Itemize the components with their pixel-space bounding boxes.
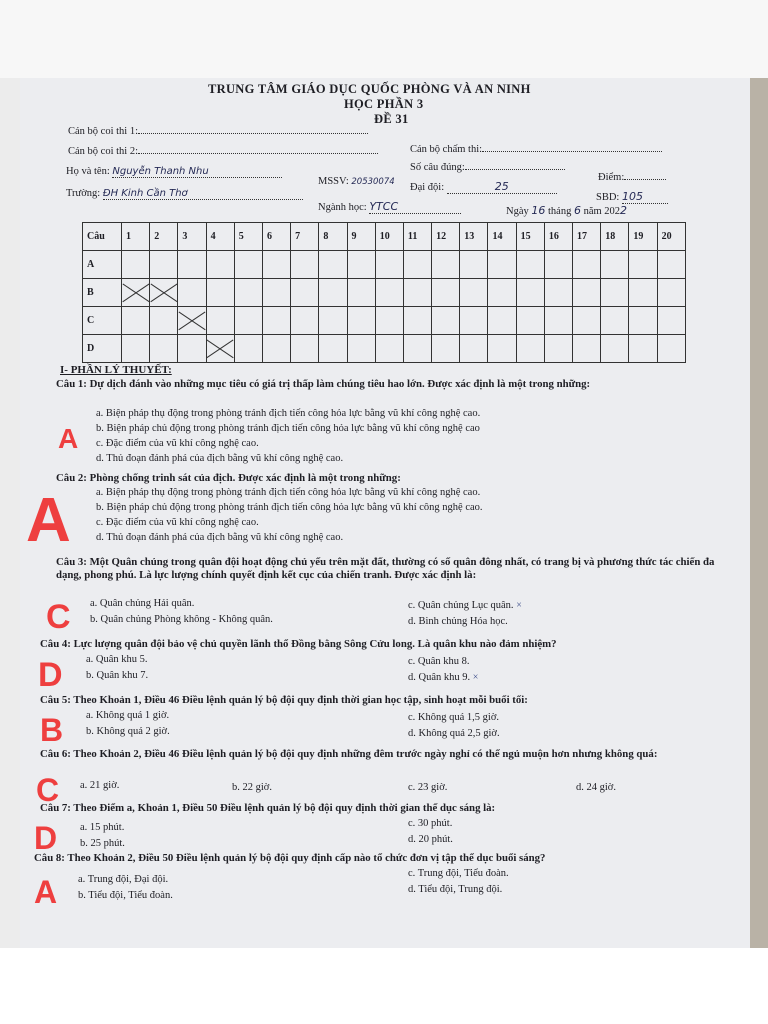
grid-cell-marked[interactable] — [178, 307, 206, 335]
grid-cell[interactable] — [375, 279, 403, 307]
month-label: tháng — [548, 206, 572, 217]
grid-cell[interactable] — [262, 335, 290, 363]
school-label: Trường: — [66, 188, 101, 199]
q3-option-a: a. Quân chủng Hải quân. — [90, 598, 195, 609]
background-bottom — [0, 948, 768, 1024]
grid-col-11: 11 — [403, 223, 431, 251]
grid-cell[interactable] — [178, 279, 206, 307]
grid-cell-marked[interactable] — [150, 279, 178, 307]
grid-cell[interactable] — [291, 279, 319, 307]
q7-option-d: d. 20 phút. — [408, 834, 453, 845]
grid-cell[interactable] — [291, 251, 319, 279]
grid-cell[interactable] — [403, 279, 431, 307]
q8-answer-note: A — [34, 874, 58, 910]
q3-answer-note: C — [46, 598, 71, 636]
grid-cell[interactable] — [488, 279, 516, 307]
q6-option-a: a. 21 giờ. — [80, 780, 120, 791]
grid-cell[interactable] — [375, 251, 403, 279]
grid-cell[interactable] — [122, 335, 150, 363]
grid-cell[interactable] — [234, 335, 262, 363]
correct-count-field — [410, 162, 565, 173]
date-label: Ngày — [506, 206, 529, 217]
grid-col-6: 6 — [262, 223, 290, 251]
grid-cell[interactable] — [150, 307, 178, 335]
proctor2-label: Cán bộ coi thi 2: — [68, 146, 138, 157]
grid-col-17: 17 — [573, 223, 601, 251]
grid-cell[interactable] — [601, 335, 629, 363]
q3-option-d: d. Binh chủng Hóa học. — [408, 616, 508, 627]
q7-option-c: c. 30 phút. — [408, 818, 453, 829]
q6-answer-note: C — [36, 772, 60, 808]
background-left — [0, 78, 20, 948]
major-value: YTCC — [369, 200, 461, 214]
unit-field — [410, 180, 557, 194]
grid-cell[interactable] — [319, 251, 347, 279]
mssv-value: 20530074 — [351, 177, 395, 187]
q8-option-d: d. Tiểu đội, Trung đội. — [408, 884, 503, 895]
section-title: I- PHẦN LÝ THUYẾT: — [60, 364, 172, 376]
grid-cell[interactable] — [516, 335, 544, 363]
question-8: Câu 8: Theo Khoản 2, Điều 50 Điều lệnh quản lý bộ đội quy định cấp nào tổ chức đơn vị tập thể dục buổi sáng? — [34, 852, 546, 864]
grid-cell[interactable] — [601, 307, 629, 335]
proctor2-field — [68, 146, 378, 157]
q4-option-c: c. Quân khu 8. — [408, 656, 470, 667]
grid-cell[interactable] — [403, 335, 431, 363]
grid-cell[interactable] — [375, 307, 403, 335]
year-digit: 2 — [620, 204, 628, 217]
q2-option-c: c. Đặc điểm của vũ khí công nghệ cao. — [96, 517, 259, 528]
q2-option-a: a. Biện pháp thụ động trong phòng tránh địch tiến công hỏa lực bằng vũ khí công nghệ cao. — [96, 487, 481, 498]
date-field — [506, 204, 627, 217]
q1-option-c: c. Đặc điểm của vũ khí công nghệ cao. — [96, 438, 259, 449]
fullname-label: Họ và tên: — [66, 166, 110, 177]
q1-option-b: b. Biện pháp chủ động trong phòng tránh địch tiến công hỏa lực bằng vũ khí công nghệ cao — [96, 423, 480, 434]
sbd-label: SBD: — [596, 192, 620, 203]
grid-col-15: 15 — [516, 223, 544, 251]
grid-cell[interactable] — [629, 279, 657, 307]
grid-row-B: B — [83, 279, 122, 307]
q3-option-c — [408, 600, 522, 611]
grid-cell[interactable] — [178, 251, 206, 279]
question-6: Câu 6: Theo Khoản 2, Điều 46 Điều lệnh quản lý bộ đội quy định những đêm trước ngày nghỉ có thể ngủ muộn hơn nhưng không quá: — [40, 748, 658, 760]
center-name: TRUNG TÂM GIÁO DỤC QUỐC PHÒNG VÀ AN NINH — [208, 82, 531, 96]
month-value: 6 — [573, 204, 581, 217]
grid-cell[interactable] — [544, 279, 572, 307]
grid-col-1: 1 — [122, 223, 150, 251]
grid-cell[interactable] — [460, 307, 488, 335]
grid-cell[interactable] — [516, 251, 544, 279]
grid-col-5: 5 — [234, 223, 262, 251]
q2-answer-note: A — [26, 486, 71, 555]
grid-cell[interactable] — [347, 279, 375, 307]
grid-cell[interactable] — [319, 335, 347, 363]
q8-option-c: c. Trung đội, Tiểu đoàn. — [408, 868, 509, 879]
grid-cell[interactable] — [432, 335, 460, 363]
grader-field — [410, 144, 662, 155]
grid-cell[interactable] — [544, 251, 572, 279]
grid-cell[interactable] — [234, 279, 262, 307]
fullname-value: Nguyễn Thanh Nhu — [112, 166, 282, 178]
q5-option-d: d. Không quá 2,5 giờ. — [408, 728, 500, 739]
grid-col-10: 10 — [375, 223, 403, 251]
q3-pen-mark: × — [516, 600, 522, 611]
grid-cell[interactable] — [319, 307, 347, 335]
q5-option-c: c. Không quá 1,5 giờ. — [408, 712, 499, 723]
background-top — [0, 0, 768, 78]
q3-option-c-text: c. Quân chủng Lục quân. — [408, 600, 514, 611]
grid-cell[interactable] — [460, 251, 488, 279]
q8-option-a: a. Trung đội, Đại đội. — [78, 874, 169, 885]
q6-option-b: b. 22 giờ. — [232, 782, 272, 793]
major-field — [318, 200, 461, 214]
grid-cell[interactable] — [150, 251, 178, 279]
proctor1-label: Cán bộ coi thi 1: — [68, 126, 138, 137]
grid-cell[interactable] — [516, 307, 544, 335]
grid-cell[interactable] — [347, 307, 375, 335]
grid-col-2: 2 — [150, 223, 178, 251]
question-7: Câu 7: Theo Điểm a, Khoản 1, Điều 50 Điều lệnh quản lý bộ đội quy định thời gian thể dục sáng là: — [40, 802, 496, 814]
grid-col-16: 16 — [544, 223, 572, 251]
grid-cell[interactable] — [488, 307, 516, 335]
question-3: Câu 3: Một Quân chủng trong quân đội hoạt động chủ yếu trên mặt đất, thường có số quân đông nhất, có trang bị và phương thức tác chiến đa dạng, phong phú. Là lực lượng chính quyết định kết cục của chiến tranh. Được xác định là: — [56, 556, 715, 581]
question-4: Câu 4: Lực lượng quân đội bảo vệ chủ quyền lãnh thổ Đồng bằng Sông Cửu long. Là quân khu nào đảm nhiệm? — [40, 638, 557, 650]
grid-cell[interactable] — [657, 279, 685, 307]
grid-col-12: 12 — [432, 223, 460, 251]
grid-col-13: 13 — [460, 223, 488, 251]
question-1: Câu 1: Dự dịch đánh vào những mục tiêu có giá trị thấp làm chúng tiêu hao lớn. Được xác định là một trong những: — [56, 378, 591, 390]
module-title: HỌC PHẦN 3 — [344, 97, 424, 111]
grid-cell[interactable] — [403, 251, 431, 279]
sbd-field — [596, 190, 668, 204]
grid-cell-marked[interactable] — [122, 279, 150, 307]
question-5: Câu 5: Theo Khoản 1, Điều 46 Điều lệnh quản lý bộ đội quy định thời gian học tập, sinh hoạt mỗi buổi tối: — [40, 694, 528, 706]
q5-option-b: b. Không quá 2 giờ. — [86, 726, 170, 737]
year-label: năm 202 — [583, 206, 621, 217]
grid-row-D: D — [83, 335, 122, 363]
unit-value: 25 — [447, 180, 557, 194]
fullname-field — [66, 166, 282, 178]
grid-cell[interactable] — [178, 335, 206, 363]
grid-cell[interactable] — [488, 251, 516, 279]
grid-cell[interactable] — [262, 279, 290, 307]
grid-cell[interactable] — [291, 307, 319, 335]
school-value: ĐH Kinh Cần Thơ — [103, 188, 303, 200]
grid-cell[interactable] — [234, 307, 262, 335]
grid-cell[interactable] — [375, 335, 403, 363]
sbd-value: 105 — [622, 190, 668, 204]
q1-option-d: d. Thủ đoạn đánh phá của địch bằng vũ khí công nghệ cao. — [96, 453, 344, 464]
grid-col-8: 8 — [319, 223, 347, 251]
grid-col-4: 4 — [206, 223, 234, 251]
grid-cell[interactable] — [629, 307, 657, 335]
grid-cell[interactable] — [432, 279, 460, 307]
q2-option-d: d. Thủ đoạn đánh phá của địch bằng vũ khí công nghệ cao. — [96, 532, 344, 543]
q2-option-b: b. Biện pháp chủ động trong phòng tránh địch tiến công hỏa lực bằng vũ khí công nghệ cao. — [96, 502, 483, 513]
background-right — [750, 78, 768, 948]
grid-col-18: 18 — [601, 223, 629, 251]
grid-cell[interactable] — [432, 251, 460, 279]
q7-option-a: a. 15 phút. — [80, 822, 125, 833]
grid-cell[interactable] — [262, 307, 290, 335]
day-value: 16 — [531, 204, 546, 217]
grid-cell[interactable] — [206, 307, 234, 335]
grid-cell[interactable] — [347, 251, 375, 279]
q5-answer-note: B — [40, 712, 64, 748]
mssv-label: MSSV: — [318, 176, 349, 187]
grid-cell[interactable] — [573, 335, 601, 363]
grid-cell[interactable] — [488, 335, 516, 363]
exam-code: ĐỀ 31 — [374, 112, 409, 126]
grid-cell[interactable] — [150, 335, 178, 363]
grid-cell[interactable] — [122, 251, 150, 279]
score-field — [598, 172, 666, 183]
q4-option-d — [408, 672, 478, 683]
grid-col-20: 20 — [657, 223, 685, 251]
grid-cell[interactable] — [319, 279, 347, 307]
q4-option-b: b. Quân khu 7. — [86, 670, 149, 681]
grid-row-A: A — [83, 251, 122, 279]
grid-cell[interactable] — [544, 335, 572, 363]
q3-option-b: b. Quân chủng Phòng không - Không quân. — [90, 614, 273, 625]
q7-answer-note: D — [34, 820, 58, 856]
grid-cell[interactable] — [657, 307, 685, 335]
grid-cell[interactable] — [657, 251, 685, 279]
major-label: Ngành học: — [318, 202, 367, 213]
grid-cell[interactable] — [573, 251, 601, 279]
grid-col-7: 7 — [291, 223, 319, 251]
question-2: Câu 2: Phòng chống trinh sát của địch. Được xác định là một trong những: — [56, 472, 401, 484]
grid-header-label: Câu — [83, 223, 122, 251]
grid-cell[interactable] — [262, 251, 290, 279]
q1-answer-note: A — [58, 423, 79, 454]
grid-cell[interactable] — [122, 307, 150, 335]
q6-option-d: d. 24 giờ. — [576, 782, 616, 793]
grid-cell[interactable] — [432, 307, 460, 335]
q8-option-b: b. Tiểu đội, Tiểu đoàn. — [78, 890, 173, 901]
score-label: Điểm: — [598, 172, 625, 183]
mssv-field — [318, 176, 395, 187]
q4-option-a: a. Quân khu 5. — [86, 654, 148, 665]
grid-col-9: 9 — [347, 223, 375, 251]
q4-answer-note: D — [38, 656, 63, 694]
proctor1-field — [68, 126, 368, 137]
grid-cell[interactable] — [657, 335, 685, 363]
answer-grid — [82, 222, 686, 363]
q4-pen-mark: × — [472, 672, 479, 683]
grid-cell[interactable] — [544, 307, 572, 335]
grid-cell[interactable] — [460, 279, 488, 307]
grid-col-19: 19 — [629, 223, 657, 251]
grid-cell[interactable] — [206, 251, 234, 279]
grid-cell[interactable] — [516, 279, 544, 307]
q6-option-c: c. 23 giờ. — [408, 782, 448, 793]
grid-cell-marked[interactable] — [206, 335, 234, 363]
grid-col-14: 14 — [488, 223, 516, 251]
grid-cell[interactable] — [601, 279, 629, 307]
correct-count-label: Số câu đúng: — [410, 162, 465, 173]
grid-cell[interactable] — [629, 335, 657, 363]
grid-col-3: 3 — [178, 223, 206, 251]
grid-cell[interactable] — [573, 307, 601, 335]
grid-cell[interactable] — [206, 279, 234, 307]
q4-option-d-text: d. Quân khu 9. — [408, 672, 471, 683]
grid-cell[interactable] — [234, 251, 262, 279]
q7-option-b: b. 25 phút. — [80, 838, 125, 849]
grid-cell[interactable] — [601, 251, 629, 279]
q5-option-a: a. Không quá 1 giờ. — [86, 710, 170, 721]
grid-cell[interactable] — [291, 335, 319, 363]
grid-cell[interactable] — [460, 335, 488, 363]
grid-cell[interactable] — [403, 307, 431, 335]
q1-option-a: a. Biện pháp thụ động trong phòng tránh địch tiến công hỏa lực bằng vũ khí công nghệ cao. — [96, 408, 481, 419]
grid-cell[interactable] — [573, 279, 601, 307]
grid-row-C: C — [83, 307, 122, 335]
unit-label: Đại đội: — [410, 182, 445, 193]
grader-label: Cán bộ chấm thi: — [410, 144, 483, 155]
grid-cell[interactable] — [629, 251, 657, 279]
grid-cell[interactable] — [347, 335, 375, 363]
school-field — [66, 188, 303, 200]
